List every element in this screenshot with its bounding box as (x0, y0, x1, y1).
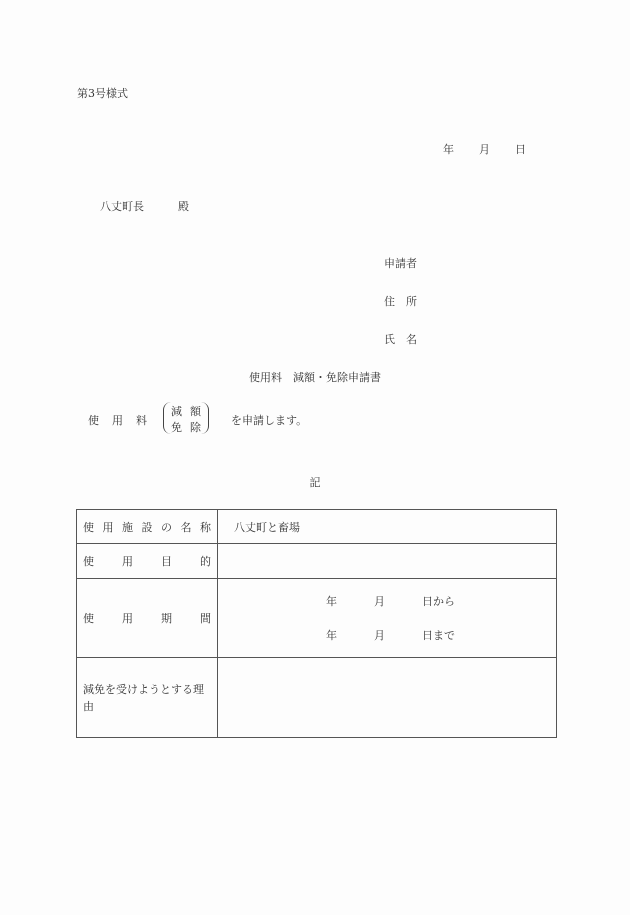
header-char: 用 (122, 612, 133, 625)
period-to (218, 627, 556, 643)
addressee-honorific: 殿 (178, 200, 189, 213)
request-option-exemption: 免除 (171, 421, 209, 434)
header-char: 目 (161, 555, 172, 568)
purpose-header (77, 544, 218, 579)
header-char: 称 (200, 520, 211, 534)
form-number: 第3号様式 (77, 87, 128, 100)
table-row-reason (77, 658, 557, 738)
header-char: 間 (200, 612, 211, 625)
request-tail: を申請します。 (231, 414, 308, 427)
ki-heading: 記 (309, 476, 321, 489)
request-label: 使用料 (88, 414, 160, 427)
table-row-period (77, 579, 557, 658)
header-char: 用 (122, 555, 133, 568)
addressee (100, 198, 189, 214)
reason-header: 減免を受けようとする理由 (77, 658, 218, 738)
addressee-name: 八丈町長 (100, 200, 144, 213)
table-row-purpose (77, 544, 557, 579)
application-table (76, 509, 557, 738)
purpose-value[interactable] (218, 544, 557, 579)
date-month: 月 (479, 143, 490, 156)
date-day: 日 (515, 143, 526, 156)
period-to-month: 月 (374, 629, 385, 642)
header-char: 用 (102, 520, 114, 534)
reason-value[interactable] (218, 658, 557, 738)
table-row-facility (77, 510, 557, 544)
header-char: 使 (83, 612, 94, 625)
header-char: 名 (180, 520, 192, 534)
period-value[interactable] (218, 579, 557, 658)
date-line (443, 141, 526, 157)
date-year: 年 (443, 143, 454, 156)
applicant-address-label: 住 所 (384, 295, 417, 308)
period-from-day: 日から (422, 595, 455, 608)
header-char: の (161, 520, 172, 534)
facility-name-value[interactable]: 八丈町と畜場 (218, 510, 557, 544)
period-to-day: 日まで (422, 629, 455, 642)
period-to-year: 年 (326, 629, 337, 642)
period-from-month: 月 (374, 595, 385, 608)
request-option-reduction: 減額 (171, 405, 209, 418)
period-from-year: 年 (326, 595, 337, 608)
header-char: 設 (141, 520, 153, 534)
period-header (77, 579, 218, 658)
applicant-name-label: 氏 名 (384, 333, 417, 346)
header-char: 使 (83, 555, 94, 568)
period-from (218, 593, 556, 609)
document-title: 使用料 減額・免除申請書 (249, 371, 381, 384)
header-char: 使 (83, 520, 94, 534)
request-options-bracket (163, 402, 209, 434)
applicant-label: 申請者 (384, 257, 417, 270)
header-char: 施 (122, 520, 133, 534)
facility-name-header (77, 510, 218, 544)
header-char: 的 (200, 555, 211, 568)
header-char: 期 (161, 612, 172, 625)
